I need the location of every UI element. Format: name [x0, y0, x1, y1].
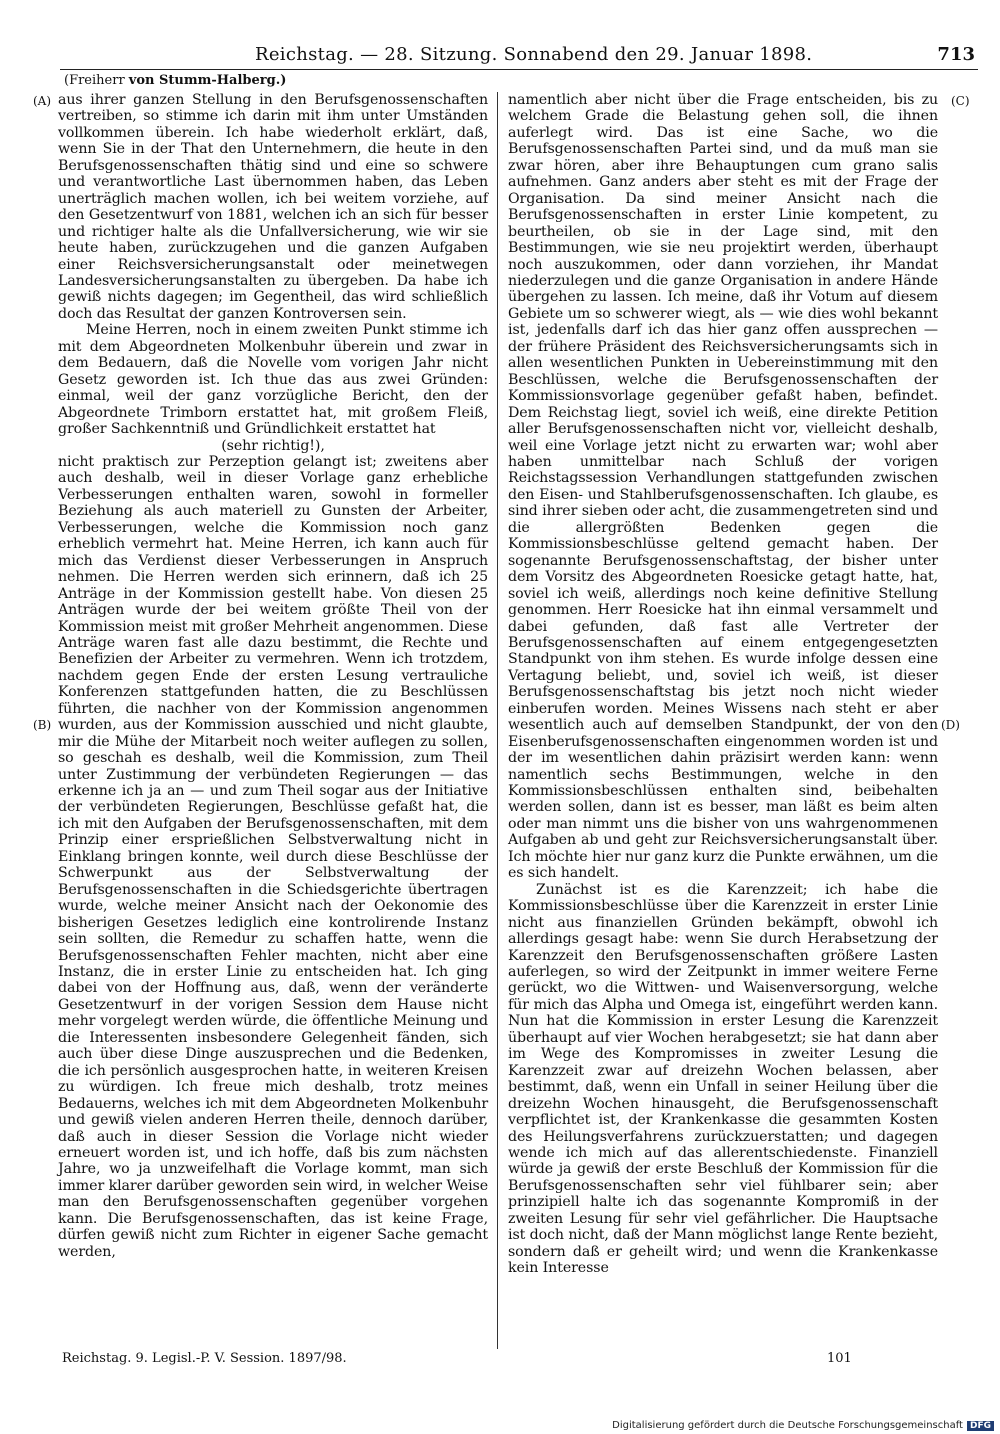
paragraph: aus ihrer ganzen Stellung in den Berufsgenossenschaften vertreiben, so stimme ich darin mit ihm unter Umständen vollkommen überein. Ich habe wiederholt erklärt, daß, wenn Sie in der That den Unternehmern, die heute in den Berufsgenossenschaften thätig sind und eine so schwere und verantwortliche Last übernommen haben, das Leben unerträglich machen wollen, ich bei weitem vorziehe, auf den Gesetzentwurf von 1881, welchen ich an sich für besser und richtiger halte als die Unfallversicherung, wie wir sie heute haben, zurückzugehen und die ganzen Aufgaben einer Reichsversicherungsanstalt oder meinetwegen Landesversicherungsanstalten zu übergeben. Da habe ich gewiß nichts dagegen; im Gegentheil, das wird schließlich doch das Resultat der ganzen Kontroversen sein.: [58, 92, 488, 322]
footer-sheet-number: 101: [827, 1351, 852, 1366]
interjection: (sehr richtig!),: [221, 437, 325, 454]
speaker-name: von Stumm-Halberg.): [128, 73, 287, 88]
margin-marker-d: (D): [941, 718, 960, 732]
dfg-logo: DFG: [967, 1421, 994, 1431]
right-column: [508, 92, 938, 1277]
page-header: [60, 44, 975, 70]
footer-session: Reichstag. 9. Legisl.-P. V. Session. 1897/98.: [62, 1351, 347, 1366]
speaker-prefix: (Freiherr: [64, 73, 125, 88]
paragraph: Zunächst ist es die Karenzzeit; ich habe die Kommissionsbeschlüsse über die Karenzzeit in erster Linie nicht aus finanziellen Gründen bekämpft, obwohl ich allerdings gesagt habe: wenn Sie durch Herabsetzung der Karenzzeit den Berufsgenossenschaften größere Lasten auferlegen, so wird der Zeitpunkt in immer weitere Ferne gerückt, wo die Wittwen- und Waisenversorgung, welche für mich das Alpha und Omega ist, eingeführt werden kann. Nun hat die Kommission in erster Lesung die Karenzzeit überhaupt auf vier Wochen herabgesetzt; sie hat dann aber im Wege des Kompromisses in zweiter Lesung die Karenzzeit zwar auf dreizehn Wochen belassen, aber bestimmt, daß, wenn ein Unfall in seiner Heilung über die dreizehn Wochen hinausgeht, die Berufsgenossenschaft verpflichtet ist, der Krankenkasse die gesammten Kosten des Heilungsverfahrens zurückzuerstatten; und dagegen wende ich mich auf das allerentschiedenste. Finanziell würde ja gewiß der erste Beschluß der Kommission für die Berufsgenossenschaften sehr viel fühlbarer sein; aber prinzipiell halte ich das sogenannte Kompromiß in der zweiten Lesung für sehr viel gefährlicher. Die Hauptsache ist doch nicht, daß der Mann möglichst lange Rente bezieht, sondern daß er geheilt wird; und wenn die Krankenkasse kein Interesse: [508, 881, 938, 1277]
page-number: 713: [937, 44, 975, 65]
column-separator: [497, 92, 498, 1349]
paragraph: Meine Herren, noch in einem zweiten Punkt stimme ich mit dem Abgeordneten Molkenbuhr überein und zwar in dem Bedauern, daß die Novelle vom vorigen Jahr nicht Gesetz geworden ist. Ich thue das aus zwei Gründen: einmal, weil der ganz vorzügliche Bericht, den der Abgeordnete Trimborn erstattet hat, mit großem Fleiß, großer Sachkenntniß und Gründlichkeit erstattet hat: [58, 322, 488, 438]
digitization-note: [612, 1420, 994, 1431]
margin-marker-b: (B): [33, 718, 52, 732]
margin-marker-c: (C): [951, 94, 970, 108]
margin-marker-a: (A): [33, 94, 52, 108]
digitization-text: Digitalisierung gefördert durch die Deutsche Forschungsgemeinschaft: [612, 1420, 963, 1431]
page-header-title: Reichstag. — 28. Sitzung. Sonnabend den 29. Januar 1898.: [255, 44, 813, 65]
speaker-label: [64, 73, 286, 88]
left-column: [58, 92, 488, 1260]
header-rule: [60, 69, 978, 70]
paragraph: namentlich aber nicht über die Frage entscheiden, bis zu welchem Grade die Belastung gehen soll, die ihnen auferlegt wird. Das ist eine Sache, wo die Berufsgenossenschaften Partei sind, und da muß man sie zwar hören, aber ihre Behauptungen cum grano salis aufnehmen. Ganz anders aber steht es mit der Frage der Organisation. Da sind meiner Ansicht nach die Berufsgenossenschaften in erster Linie kompetent, zu beurtheilen, ob sie in der Lage sind, mit den Bestimmungen, wie sie neu projektirt werden, überhaupt noch auszukommen, oder dann vorziehen, ihr Mandat niederzulegen und die ganze Organisation in andere Hände übergehen zu lassen. Ich meine, daß ihr Votum auf diesem Gebiete um so schwerer wiegt, als — wie dies wohl bekannt ist, jedenfalls darf ich das hier ganz offen aussprechen — der frühere Präsident des Reichsversicherungsamts sich in allen wesentlichen Punkten in Uebereinstimmung mit den Beschlüssen, welche die Berufsgenossenschaften der Kommissionsvorlage gegenüber gefaßt haben, befindet. Dem Reichstag liegt, soviel ich weiß, eine direkte Petition aller Berufsgenossenschaften nicht vor, vielleicht deshalb, weil eine Vorlage jetzt nicht zu erwarten war; wohl aber haben unmittelbar nach Schluß der vorigen Reichstagssession Verhandlungen stattgefunden zwischen den Eisen- und Stahlberufsgenossenschaften. Ich glaube, es sind ihrer sieben oder acht, die zusammengetreten sind und die allergrößten Bedenken gegen die Kommissionsbeschlüsse geltend gemacht haben. Der sogenannte Berufsgenossenschaftstag, der bisher unter dem Vorsitz des Abgeordneten Roesicke getagt hatte, hat, soviel ich weiß, allerdings noch keine definitive Stellung genommen. Herr Roesicke hat ihn einmal versammelt und dabei gefunden, daß fast alle Vertreter der Berufsgenossenschaften auf einem entgegengesetzten Standpunkt von ihm stehen. Es wurde infolge dessen eine Vertagung beliebt, und, soviel ich weiß, ist dieser Berufsgenossenschaftstag bis jetzt noch nicht wieder einberufen worden. Meines Wissens nach steht er aber wesentlich auch auf demselben Standpunkt, der von den Eisenberufsgenossenschaften eingenommen worden ist und der im wesentlichen dahin präzisirt werden kann: wenn namentlich sechs Bestimmungen, welche in den Kommissionsbeschlüssen enthalten sind, beibehalten werden sollen, dann ist es besser, man läßt es beim alten oder man nimmt uns die bisher von uns wahrgenommenen Aufgaben ab und geht zur Reichsversicherungsanstalt über. Ich möchte hier nur ganz kurz die Punkte erwähnen, um die es sich handelt.: [508, 92, 938, 882]
paragraph: nicht praktisch zur Perzeption gelangt ist; zweitens aber auch deshalb, weil in dieser Vorlage ganz erhebliche Verbesserungen enthalten waren, sowohl in formeller Beziehung als auch materiell zu Gunsten der Arbeiter, Verbesserungen, welche die Kommission noch ganz erheblich vermehrt hat. Meine Herren, ich kann auch für mich das Verdienst dieser Verbesserungen in Anspruch nehmen. Die Herren werden sich erinnern, daß ich 25 Anträge in der Kommission gestellt habe. Von diesen 25 Anträgen wurde der bei weitem größte Theil von der Kommission meist mit großer Mehrheit angenommen. Diese Anträge waren fast alle dazu bestimmt, die Rechte und Benefizien der Arbeiter zu vermehren. Wenn ich trotzdem, nachdem gegen Ende der ersten Lesung vertrauliche Konferenzen stattgefunden hatten, die zu Beschlüssen führten, die nachher von der Kommission angenommen wurden, aus der Kommission ausschied und nicht glaubte, mir die Mühe der Mitarbeit noch weiter auflegen zu sollen, so geschah es deshalb, weil die Kommission, zum Theil unter Zustimmung der verbündeten Regierungen — das erkenne ich ja an — und zum Theil sogar aus der Initiative der verbündeten Regierungen, Beschlüsse gefaßt hat, die ich mit den Aufgaben der Berufsgenossenschaften, mit dem Prinzip einer ersprießlichen Selbstverwaltung nicht in Einklang bringen konnte, weil durch diese Beschlüsse der Schwerpunkt aus der Selbstverwaltung der Berufsgenossenschaften in die Schiedsgerichte übertragen wurde, welche meiner Ansicht nach der Oekonomie des bisherigen Gesetzes lediglich eine kontrolirende Instanz sein sollten, die Remedur zu schaffen hatte, wenn die Berufsgenossenschaften Fehler machten, nicht aber eine Instanz, die in erster Linie zu entscheiden hat. Ich ging dabei von der Hoffnung aus, daß, wenn der veränderte Gesetzentwurf in der vorigen Session dem Hause nicht mehr vorgelegt werden würde, die öffentliche Meinung und die Interessenten insbesondere Gelegenheit fänden, sich auch über diese Dinge auszusprechen und die Bedenken, die ich persönlich ausgesprochen hatte, in weiteren Kreisen zu würdigen. Ich freue mich deshalb, trotz meines Bedauerns, welches ich mit dem Abgeordneten Molkenbuhr und gewiß vielen anderen Herren theile, dennoch darüber, daß auch in dieser Session die Vorlage nicht wieder erneuert worden ist, und ich hoffe, daß bis zum nächsten Jahre, wo ja unzweifelhaft die Vorlage kommt, man sich immer klarer darüber geworden sein wird, in welcher Weise man den Berufsgenossenschaften gegenüber vorgehen kann. Die Berufsgenossenschaften, das ist keine Frage, dürfen gewiß nicht zum Richter in eigener Sache gemacht werden,: [58, 453, 488, 1260]
